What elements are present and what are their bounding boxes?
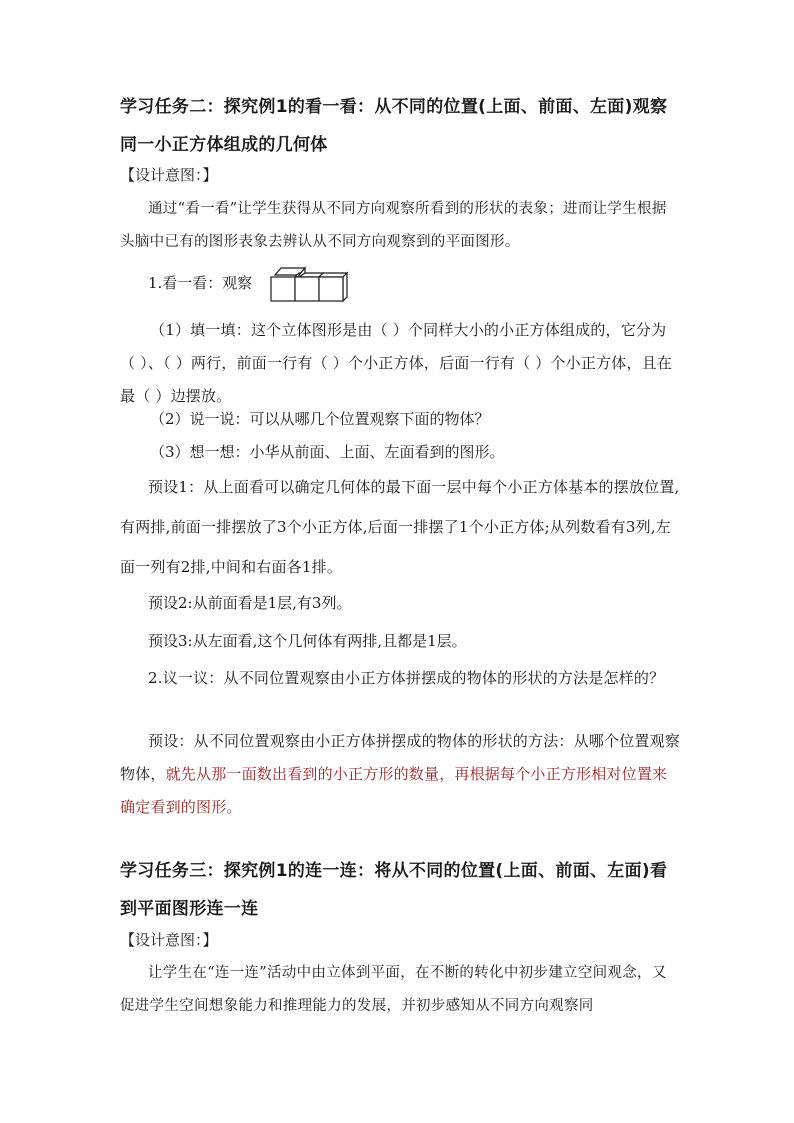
q1-say-question: （2）说一说：可以从哪几个位置观察下面的物体？ bbox=[150, 410, 490, 428]
preset-1: 预设1：从上面看可以确定几何体的最下面一层中每个小正方体基本的摆放位置,有两排,前面一排摆放了3个小正方体,后面一排摆了1个小正方体;从列数看有3列,左面一列有2排,中间和右面各1排。 bbox=[120, 478, 680, 576]
task3-intent-tag: 【设计意图：】 bbox=[120, 931, 218, 949]
task2-heading: 学习任务二：探究例1的看一看：从不同的位置(上面、前面、左面)观察同一小正方体组成的几何体 bbox=[120, 97, 668, 155]
task2-intent-tag: 【设计意图：】 bbox=[120, 166, 218, 184]
task2-intent-text: 通过“看一看”让学生获得从不同方向观察所看到的形状的表象；进而让学生根据头脑中已有的图形表象去辨认从不同方向观察到的平面图形。 bbox=[120, 201, 667, 250]
q1-label: 1.看一看：观察 bbox=[148, 274, 253, 292]
q2-discuss: 2.议一议：从不同位置观察由小正方体拼摆成的物体的形状的方法是怎样的？ bbox=[148, 669, 665, 687]
task3-heading: 学习任务三：探究例1的连一连：将从不同的位置(上面、前面、左面)看到平面图形连一连 bbox=[120, 861, 668, 919]
preset-3: 预设3:从左面看,这个几何体有两排,且都是1层。 bbox=[148, 632, 467, 650]
task3-intent-text: 让学生在“连一连”活动中由立体到平面，在不断的转化中初步建立空间观念，又促进学生空间想象能力和推理能力的发展，并初步感知从不同方向观察同 bbox=[120, 965, 667, 1014]
cube-figure-icon bbox=[265, 265, 357, 309]
preset-2: 预设2:从前面看是1层,有3列。 bbox=[148, 594, 352, 612]
preset-method-emphasis: 就先从那一面数出看到的小正方形的数量，再根据每个小正方形相对位置来确定看到的图形。 bbox=[120, 765, 668, 816]
preset-method bbox=[120, 725, 680, 824]
q1-fill-question: （1）填一填：这个立体图形是由（ ）个同样大小的小正方体组成的，它分为（ ）、（ ）两行，前面一行有（ ）个小正方体，后面一行有（ ）个小正方体，且在最（ ）边摆放。 bbox=[120, 321, 673, 405]
preset-method-text: 预设：从不同位置观察由小正方体拼摆成的物体的形状的方法：从哪个位置观察物体， bbox=[120, 732, 681, 783]
q1-think-question: （3）想一想：小华从前面、上面、左面看到的图形。 bbox=[150, 443, 505, 461]
